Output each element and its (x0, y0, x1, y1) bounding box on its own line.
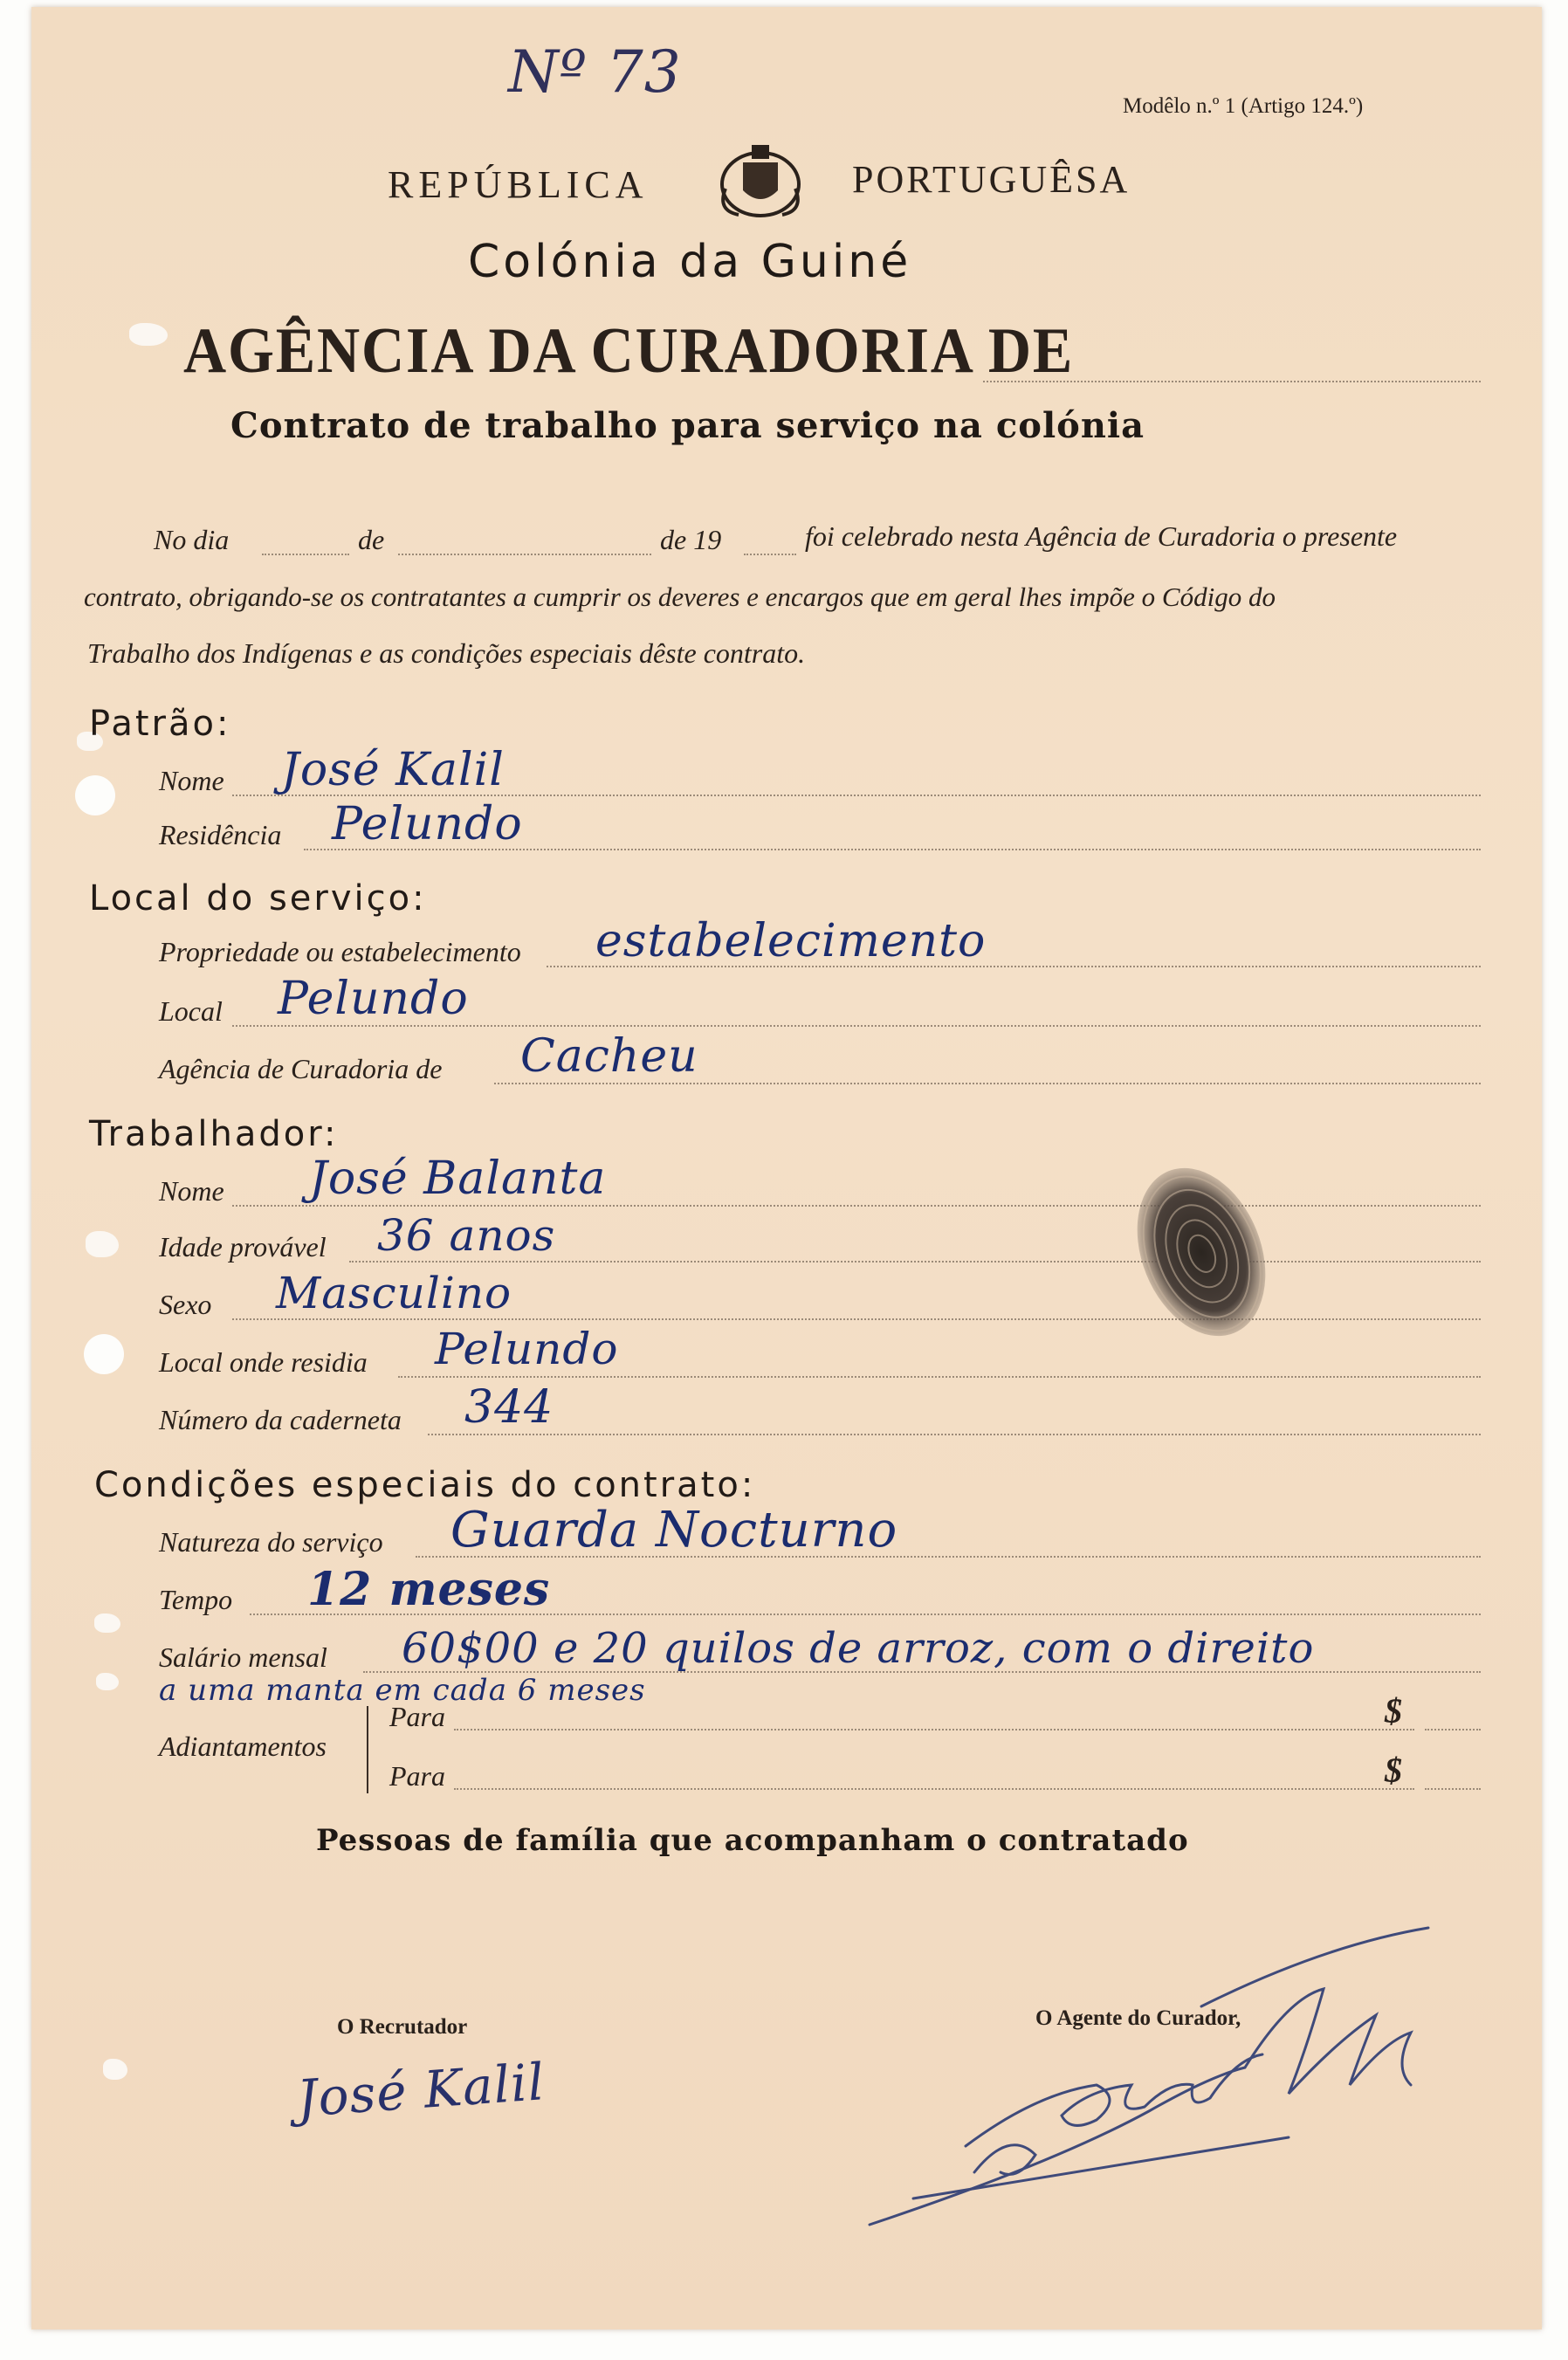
advance-para-1: Para (389, 1701, 445, 1732)
property-value[interactable]: estabelecimento (595, 915, 987, 967)
day-field[interactable] (262, 554, 349, 555)
agent-label: O Agente do Curador, (1035, 2006, 1241, 2030)
property-label: Propriedade ou estabelecimento (159, 936, 521, 967)
punch-hole-top (75, 775, 115, 815)
republic-right: PORTUGUÊSA (852, 158, 1131, 201)
booklet-value[interactable]: 344 (464, 1381, 554, 1434)
local-value[interactable]: Pelundo (278, 973, 469, 1025)
year-field[interactable] (744, 554, 796, 555)
worker-name-value[interactable]: José Balanta (309, 1152, 607, 1205)
worker-name-label: Nome (159, 1175, 224, 1207)
worker-age-line (349, 1261, 1481, 1263)
worker-residence-line (398, 1376, 1481, 1378)
salary-value[interactable]: 60$00 e 20 quilos de arroz, com o direito (402, 1624, 1315, 1673)
intro-no-dia: No dia (154, 524, 230, 555)
advance-line-1-cents (1425, 1729, 1481, 1730)
worker-residence-value[interactable]: Pelundo (435, 1324, 619, 1374)
contract-document (31, 7, 1542, 2329)
agency-curadoria-value[interactable]: Cacheu (520, 1030, 698, 1083)
booklet-label: Número da caderneta (159, 1404, 402, 1435)
time-value[interactable]: 12 meses (307, 1563, 551, 1616)
agency-curadoria-label: Agência de Curadoria de (159, 1053, 443, 1084)
advances-label: Adiantamentos (159, 1730, 327, 1762)
salary-value-continued[interactable]: a uma manta em cada 6 meses (159, 1673, 646, 1708)
time-label: Tempo (159, 1584, 233, 1615)
worker-sex-label: Sexo (159, 1289, 212, 1320)
booklet-line (428, 1434, 1481, 1435)
punch-hole-bottom (84, 1334, 124, 1374)
republic-left: REPÚBLICA (388, 163, 649, 206)
coat-of-arms-icon (712, 136, 808, 224)
section-local-servico: Local do serviço: (89, 878, 427, 919)
agency-curadoria-line (494, 1083, 1481, 1084)
intro-line-3: Trabalho dos Indígenas e as condições especiais dêste contrato. (87, 637, 806, 669)
agency-title: AGÊNCIA DA CURADORIA DE (183, 315, 1075, 387)
patrao-residence-label: Residência (159, 819, 282, 850)
paper-tear (94, 1613, 120, 1633)
advances-bracket (367, 1706, 375, 1793)
thumbprint (1130, 1156, 1278, 1348)
nature-label: Natureza do serviço (159, 1526, 383, 1558)
patrao-name-value[interactable]: José Kalil (281, 744, 505, 796)
worker-sex-value[interactable]: Masculino (276, 1268, 512, 1318)
intro-de: de (358, 524, 385, 555)
nature-value[interactable]: Guarda Nocturno (450, 1502, 898, 1558)
contract-title: Contrato de trabalho para serviço na colónia (230, 405, 1145, 446)
advance-para-2: Para (389, 1760, 445, 1792)
agent-signature (835, 1910, 1463, 2242)
recruiter-signature: José Kalil (294, 2052, 547, 2129)
worker-age-value[interactable]: 36 anos (377, 1210, 556, 1261)
model-reference: Modêlo n.º 1 (Artigo 124.º) (1123, 94, 1364, 118)
month-field[interactable] (398, 554, 651, 555)
advance-currency-2: $ (1385, 1751, 1402, 1790)
paper-tear (103, 2059, 127, 2080)
advance-line-2[interactable] (454, 1788, 1414, 1790)
worker-age-label: Idade provável (159, 1231, 327, 1263)
recruiter-label: O Recrutador (337, 2015, 468, 2039)
paper-tear (96, 1673, 119, 1690)
patrao-name-label: Nome (159, 765, 224, 796)
local-label: Local (159, 995, 223, 1027)
agency-line (983, 381, 1481, 382)
worker-sex-line (232, 1318, 1481, 1320)
section-condicoes: Condições especiais do contrato: (94, 1465, 756, 1505)
section-patrao: Patrão: (89, 704, 231, 744)
intro-line-2: contrato, obrigando-se os contratantes a cumprir os deveres e encargos que em geral lhes impõe o Código do (84, 581, 1276, 612)
paper-tear (129, 323, 168, 346)
patrao-residence-value[interactable]: Pelundo (332, 798, 523, 850)
family-heading: Pessoas de família que acompanham o contratado (316, 1823, 1189, 1858)
advance-line-1[interactable] (454, 1729, 1414, 1730)
intro-celebrado: foi celebrado nesta Agência de Curadoria o presente (805, 520, 1398, 552)
advance-currency-1: $ (1385, 1691, 1402, 1730)
intro-year: de 19 (660, 524, 722, 555)
paper-tear (86, 1231, 119, 1257)
worker-residence-label: Local onde residia (159, 1346, 368, 1378)
local-line (232, 1025, 1481, 1027)
worker-name-line (232, 1205, 1481, 1207)
salary-label: Salário mensal (159, 1641, 327, 1673)
section-trabalhador: Trabalhador: (89, 1114, 339, 1154)
document-number: Nº 73 (508, 38, 682, 106)
advance-line-2-cents (1425, 1788, 1481, 1790)
colony-name: Colónia da Guiné (468, 236, 912, 288)
